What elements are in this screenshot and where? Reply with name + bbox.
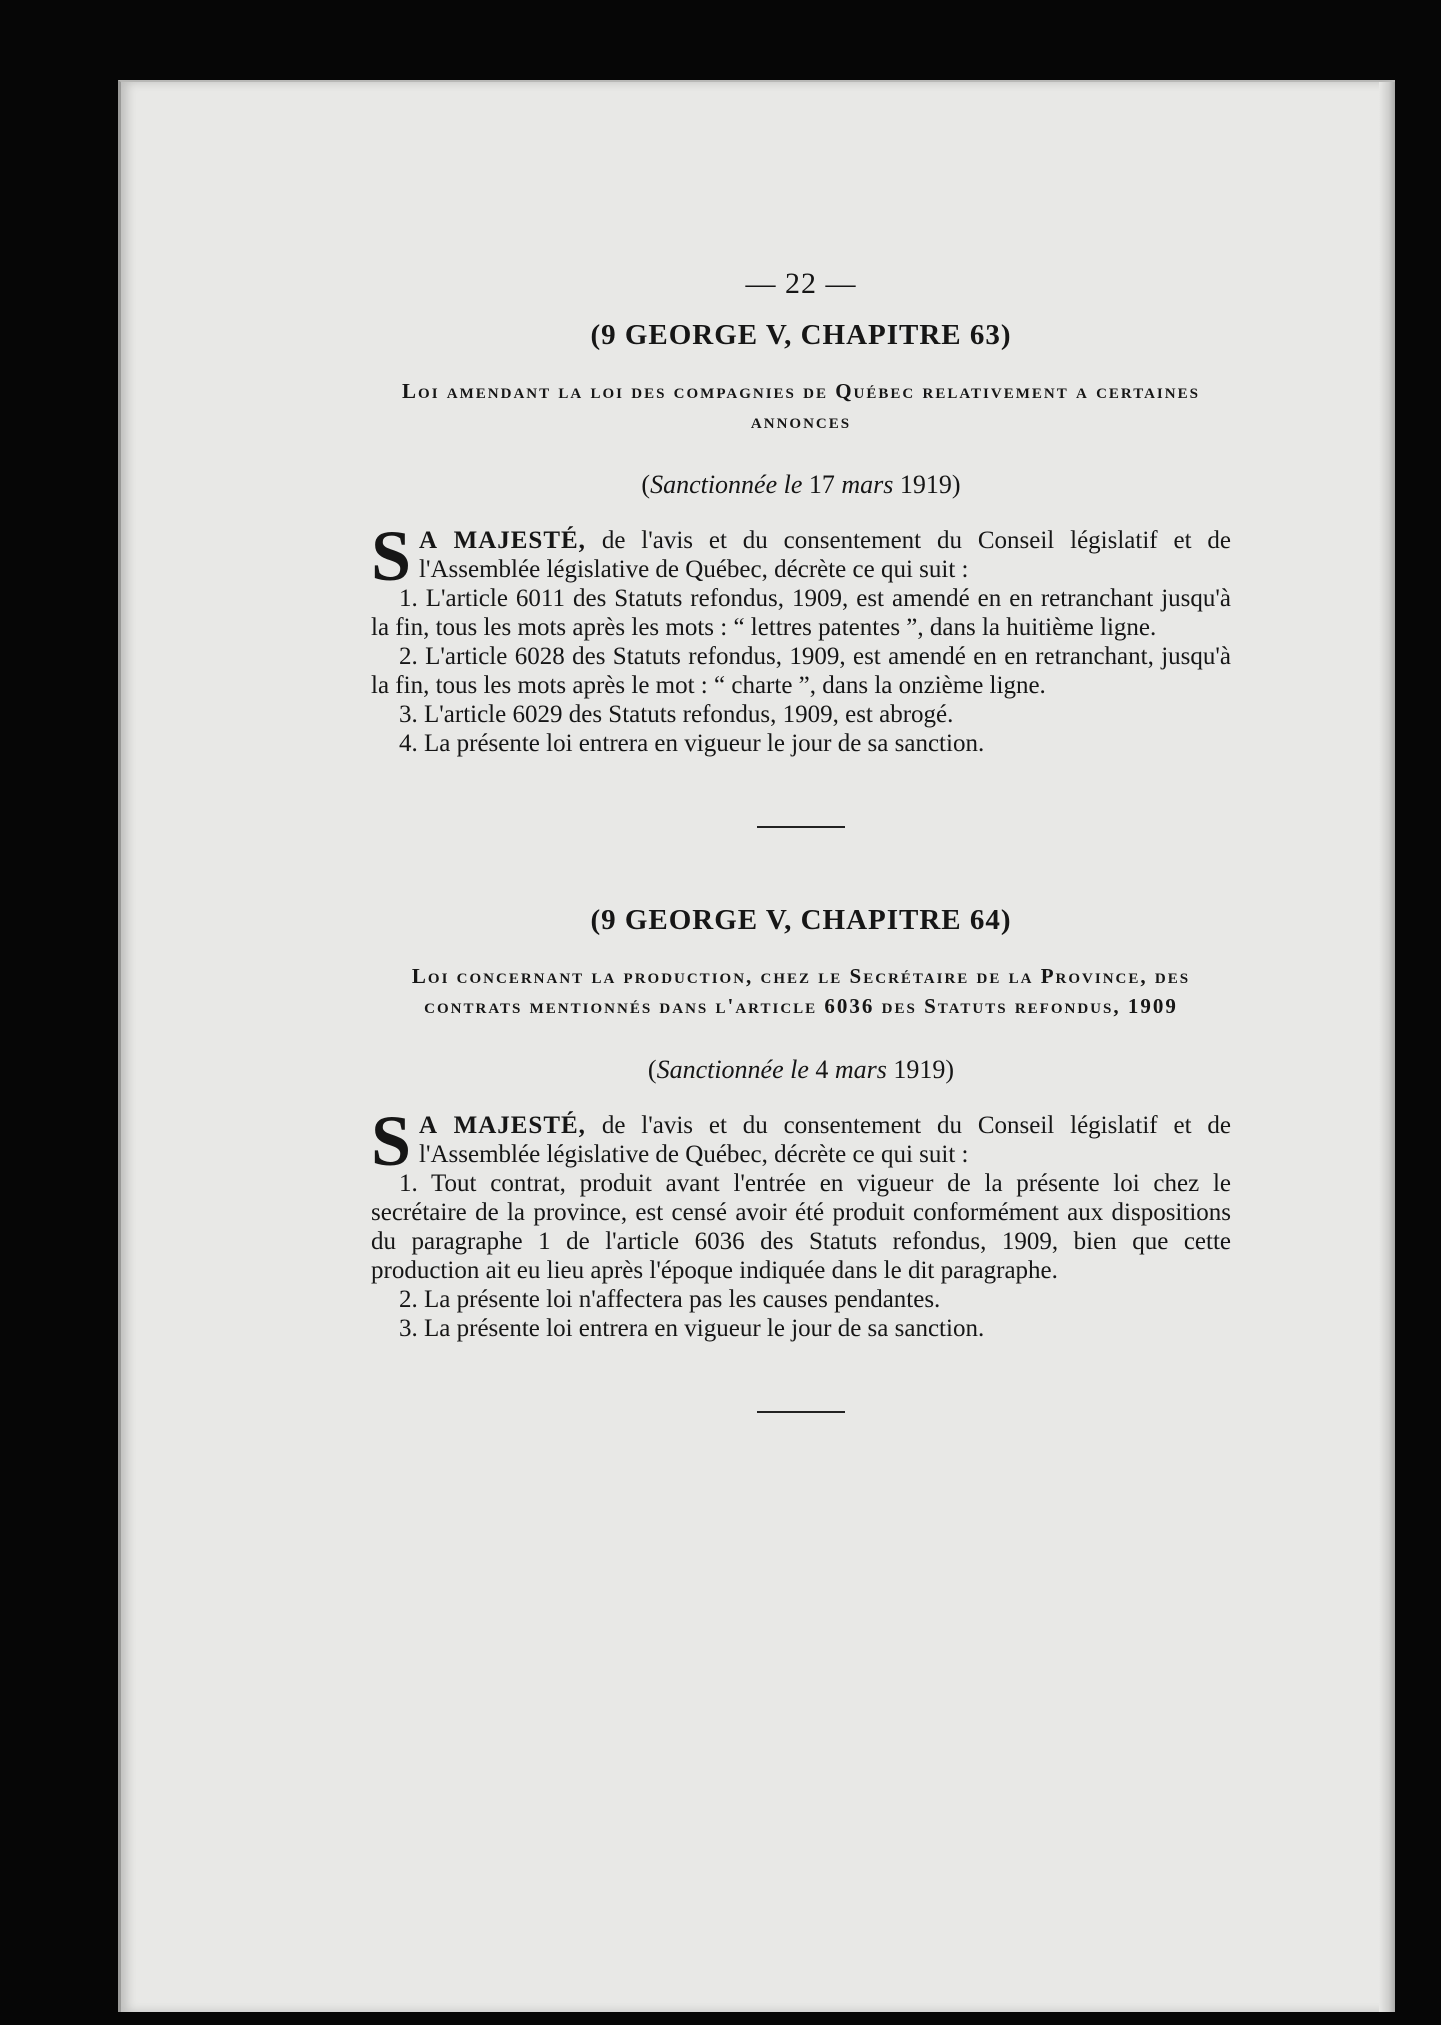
preamble-text: de l'avis et du consentement du Conseil législatif et de l'Assemblée législative de Québec, décrète ce qui suit : xyxy=(419,527,1231,583)
page-number: — 22 — xyxy=(745,267,857,300)
article-2: 2. L'article 6028 des Statuts refondus, 1909, est amendé en en retranchant, jusqu'à la fin, tous les mots après le mot : “ charte ”, dans la onzième ligne. xyxy=(371,643,1231,699)
sanction-day: 17 xyxy=(808,470,835,499)
sanction-day: 4 xyxy=(815,1055,829,1084)
page-edge xyxy=(1379,82,1395,2012)
sanction-month: mars xyxy=(841,470,894,499)
sanction-label: Sanctionnée le xyxy=(650,470,803,499)
article-4: 4. La présente loi entrera en vigueur le jour de sa sanction. xyxy=(399,730,985,757)
law-title: Loi concernant la production, chez le Secrétaire de la Province, des contrats mentionnés dans l'article 6036 des Statuts refondus, 1909 xyxy=(411,964,1191,1018)
sanction-month: mars xyxy=(834,1055,887,1084)
article-3: 3. L'article 6029 des Statuts refondus, 1909, est abrogé. xyxy=(399,701,954,728)
article-1: 1. Tout contrat, produit avant l'entrée en vigueur de la présente loi chez le secrétaire de la province, est censé avoir été produit conformément aux dispositions du paragraphe 1 de l'article 6036 des Statuts refondus, 1909, bien que cette production ait eu lieu après l'époque indiquée dans le dit paragraphe. xyxy=(371,1170,1231,1284)
chapter-title: (9 GEORGE V, CHAPITRE 64) xyxy=(590,904,1012,936)
sanction-label: Sanctionnée le xyxy=(656,1055,809,1084)
article-2: 2. La présente loi n'affectera pas les causes pendantes. xyxy=(399,1286,941,1313)
preamble xyxy=(371,516,1231,596)
dropcap: S xyxy=(371,516,412,596)
chapter-63-section xyxy=(371,319,1231,828)
sanction-year: 1919 xyxy=(899,470,952,499)
sanction-line: (Sanctionnée le 17 mars 1919) xyxy=(641,470,961,499)
page-content xyxy=(371,267,1231,1413)
article-1: 1. L'article 6011 des Statuts refondus, 1909, est amendé en en retranchant jusqu'à la fin, tous les mots après les mots : “ lettres patentes ”, dans la huitième ligne. xyxy=(371,585,1231,641)
section-divider xyxy=(757,826,845,828)
sanction-year: 1919 xyxy=(893,1055,946,1084)
chapter-64-section xyxy=(371,904,1231,1413)
preamble-opening: A MAJESTÉ, xyxy=(419,527,586,554)
section-divider xyxy=(757,1411,845,1413)
article-3: 3. La présente loi entrera en vigueur le jour de sa sanction. xyxy=(399,1315,985,1342)
law-title: Loi amendant la loi des compagnies de Québec relativement a certaines annonces xyxy=(402,379,1200,433)
dropcap: S xyxy=(371,1101,412,1181)
chapter-title: (9 GEORGE V, CHAPITRE 63) xyxy=(590,319,1012,351)
preamble xyxy=(371,1101,1231,1181)
preamble-opening: A MAJESTÉ, xyxy=(419,1112,586,1139)
sanction-line: (Sanctionnée le 4 mars 1919) xyxy=(647,1055,955,1084)
preamble-text: de l'avis et du consentement du Conseil législatif et de l'Assemblée législative de Québec, décrète ce qui suit : xyxy=(419,1112,1231,1168)
book-page xyxy=(118,80,1395,2012)
